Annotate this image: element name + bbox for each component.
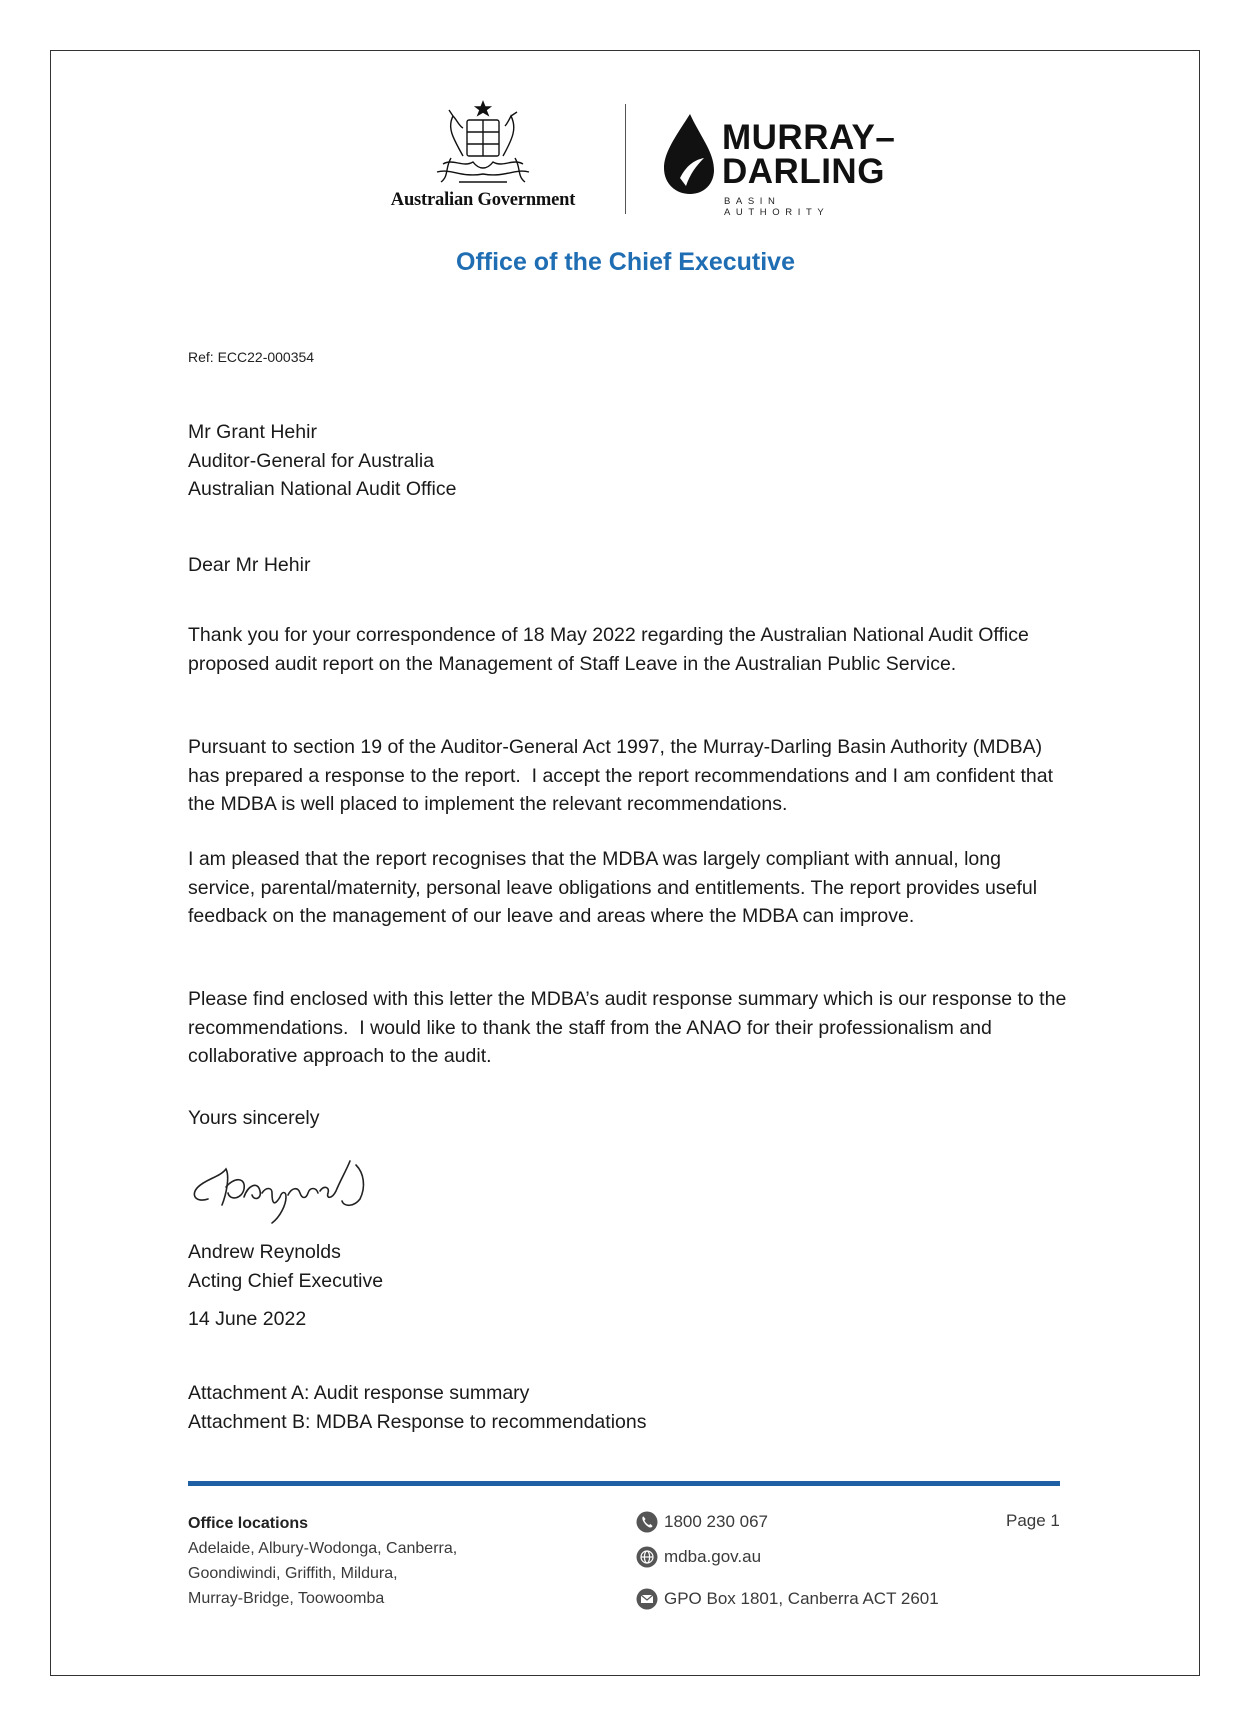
government-name: Australian Government xyxy=(390,190,576,210)
attachment-item: Attachment B: MDBA Response to recommendations xyxy=(188,1410,647,1433)
reference-number: Ref: ECC22-000354 xyxy=(188,349,315,365)
mdba-name-line2: DARLING xyxy=(722,152,885,191)
recipient-position: Auditor-General for Australia xyxy=(188,449,435,472)
salutation: Dear Mr Hehir xyxy=(188,554,311,576)
office-locations-line: Goondiwindi, Griffith, Mildura, xyxy=(188,1565,398,1582)
page-number: Page 1 xyxy=(1006,1511,1060,1530)
footer-rule xyxy=(188,1481,1060,1486)
office-locations-line: Murray-Bridge, Toowoomba xyxy=(188,1590,385,1607)
contact-postal-address: GPO Box 1801, Canberra ACT 2601 xyxy=(664,1589,939,1608)
envelope-icon xyxy=(636,1588,658,1610)
contact-postal xyxy=(636,1588,939,1610)
letter-date: 14 June 2022 xyxy=(188,1308,307,1330)
letterhead xyxy=(0,98,1251,218)
signature xyxy=(186,1147,406,1227)
recipient-address xyxy=(188,418,1068,504)
signatory-title: Acting Chief Executive xyxy=(188,1269,384,1292)
mdba-name-line1: MURRAY– xyxy=(722,118,896,157)
office-locations xyxy=(188,1511,457,1611)
contact-phone-number: 1800 230 067 xyxy=(664,1512,768,1531)
office-title: Office of the Chief Executive xyxy=(456,248,795,276)
mdba-subtitle: BASIN AUTHORITY xyxy=(724,196,830,218)
recipient-organisation: Australian National Audit Office xyxy=(188,478,457,500)
recipient-name: Mr Grant Hehir xyxy=(188,421,317,443)
contact-website[interactable] xyxy=(636,1546,761,1568)
globe-icon xyxy=(636,1546,658,1568)
closing: Yours sincerely xyxy=(188,1107,320,1129)
logo-divider xyxy=(625,104,626,214)
mdba-logo xyxy=(660,112,896,218)
signatory-name: Andrew Reynolds xyxy=(188,1241,341,1263)
paragraph: Pursuant to section 19 of the Auditor-General Act 1997, the Murray-Darling Basin Authority (MDBA) has prepared a response to the report. I accept the report recommendations and I am confident that the MDBA is well placed to implement the relevant recommendations. xyxy=(188,736,1054,815)
contact-phone xyxy=(636,1511,768,1533)
coat-of-arms-icon xyxy=(423,98,543,188)
phone-icon xyxy=(636,1511,658,1533)
water-drop-icon xyxy=(660,112,716,196)
signatory xyxy=(188,1238,1068,1295)
contact-website-url[interactable]: mdba.gov.au xyxy=(664,1547,762,1566)
attachment-item: Attachment A: Audit response summary xyxy=(188,1382,530,1404)
attachments-list xyxy=(188,1379,1068,1436)
paragraph: I am pleased that the report recognises that the MDBA was largely compliant with annual, long service, parental/maternity, personal leave obligations and entitlements. The report provides useful feedback on the management of our leave and areas where the MDBA can improve. xyxy=(188,848,1038,927)
office-locations-line: Adelaide, Albury-Wodonga, Canberra, xyxy=(188,1540,458,1557)
paragraph: Thank you for your correspondence of 18 May 2022 regarding the Australian National Audit Office proposed audit report on the Management of Staff Leave in the Australian Public Service. xyxy=(188,624,1029,675)
office-locations-heading: Office locations xyxy=(188,1515,309,1532)
paragraph: Please find enclosed with this letter the MDBA’s audit response summary which is our response to the recommendations. I would like to thank the staff from the ANAO for their professionalism and collaborative approach to the audit. xyxy=(188,988,1067,1067)
australian-government-logo xyxy=(372,98,594,216)
